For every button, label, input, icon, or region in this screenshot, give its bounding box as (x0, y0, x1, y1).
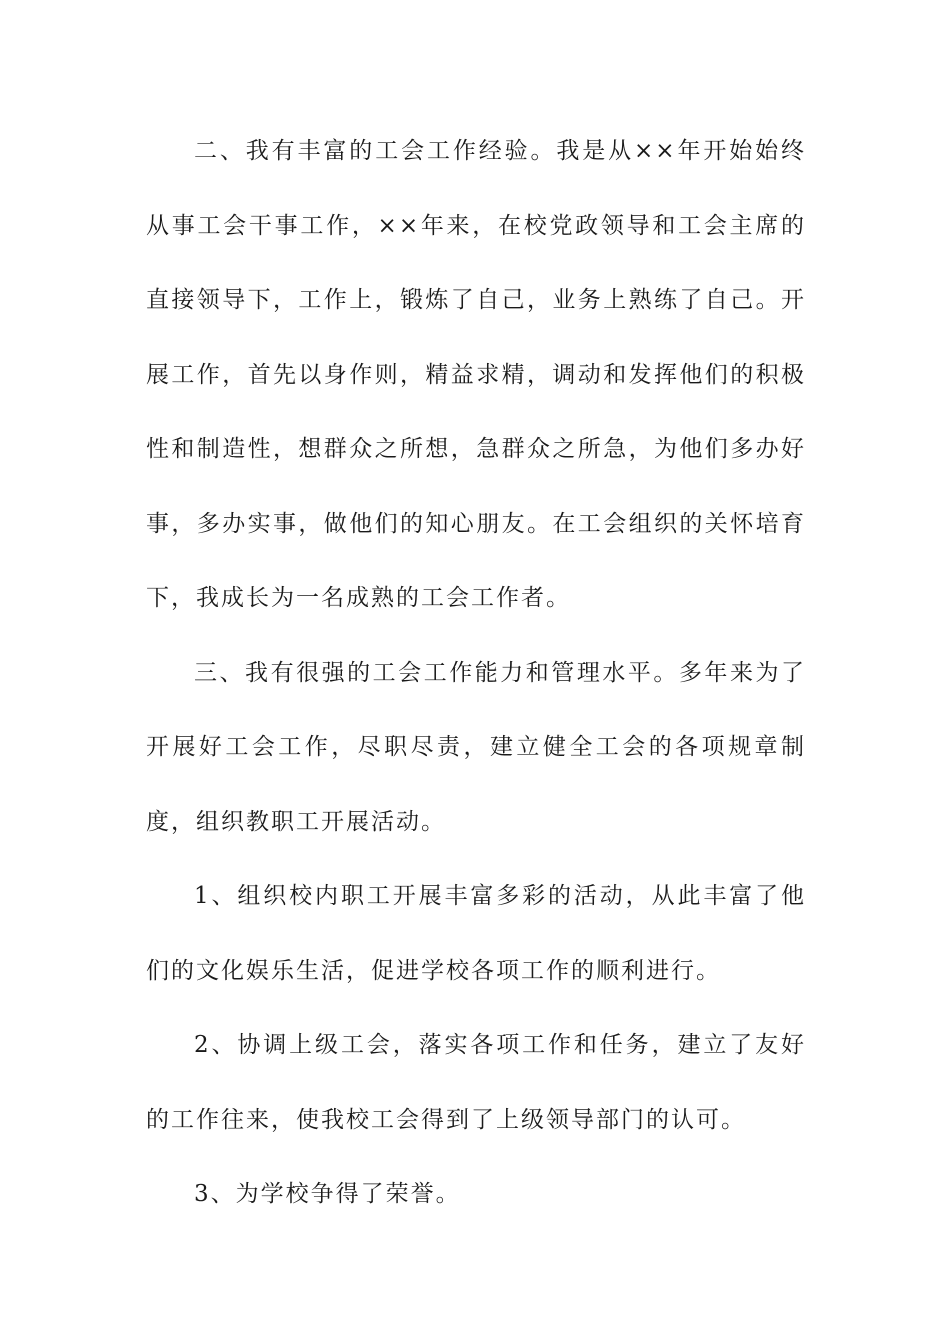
paragraph-item-3-honor: 3、为学校争得了荣誉。 (194, 1181, 461, 1207)
paragraph-management-ability: 三、我有很强的工会工作能力和管理水平。多年来为了开展好工会工作，尽职尽责，建立健全工会的各项规章制度，组织教职工开展活动。 (146, 659, 806, 835)
paragraph-item-2-coordination: 2、协调上级工会，落实各项工作和任务，建立了友好的工作往来，使我校工会得到了上级领导部门的认可。 (146, 1032, 806, 1133)
paragraph-union-experience: 二、我有丰富的工会工作经验。我是从××年开始始终从事工会干事工作，××年来，在校党政领导和工会主席的直接领导下，工作上，锻炼了自己，业务上熟练了自己。开展工作，首先以身作则，精益求精，调动和发挥他们的积极性和制造性，想群众之所想，急群众之所急，为他们多办好事，多办实事，做他们的知心朋友。在工会组织的关怀培育下，我成长为一名成熟的工会工作者。 (146, 138, 806, 611)
paragraph-item-1-activities: 1、组织校内职工开展丰富多彩的活动，从此丰富了他们的文化娱乐生活，促进学校各项工作的顺利进行。 (146, 883, 806, 984)
document-body (146, 114, 806, 1232)
